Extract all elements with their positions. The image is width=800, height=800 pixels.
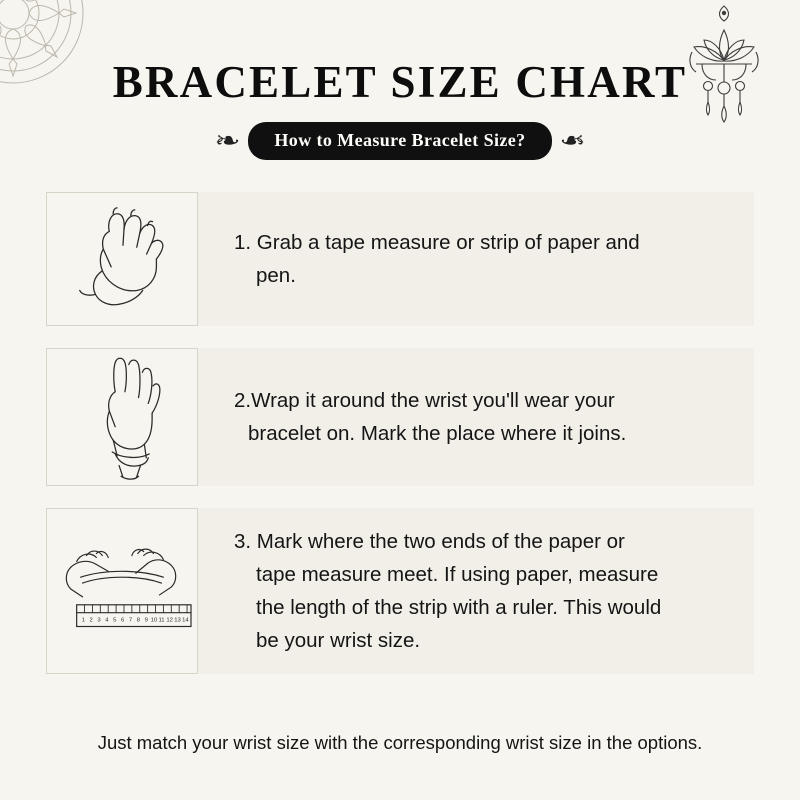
flourish-right-icon: ❧ [558,127,586,155]
step-1-figure [46,192,198,326]
svg-text:9: 9 [144,617,148,624]
svg-text:3: 3 [97,617,101,624]
svg-text:1: 1 [81,617,85,624]
svg-text:11: 11 [158,617,165,624]
hand-wrapping-wrist-icon [58,349,186,485]
hands-measuring-with-ruler-icon [47,522,197,660]
svg-text:12: 12 [166,617,173,624]
step-3-figure [46,508,198,674]
svg-text:13: 13 [174,617,181,624]
page-title: BRACELET SIZE CHART [112,57,688,107]
svg-text:4: 4 [105,617,109,624]
svg-text:10: 10 [150,617,158,624]
svg-text:14: 14 [182,617,189,624]
svg-text:5: 5 [113,617,117,624]
step-3-text: 3. Mark where the two ends of the paper or tape measure meet. If using paper, measure the length of the strip with a ruler. This would be your wrist size. [234,529,662,653]
steps-list [46,192,754,674]
subtitle-row [0,122,800,160]
step-1-text: 1. Grab a tape measure or strip of paper and pen. [234,230,640,287]
list-item [46,348,754,486]
flourish-left-icon: ❧ [214,127,242,155]
footer-note: Just match your wrist size with the corresponding wrist size in the options. [97,732,703,753]
subtitle-pill: How to Measure Bracelet Size? [248,122,551,160]
svg-text:8: 8 [136,617,141,624]
svg-text:2: 2 [89,617,93,624]
svg-text:6: 6 [121,617,125,624]
hand-with-tape-measure-icon [58,200,186,318]
svg-text:7: 7 [128,617,133,624]
list-item [46,508,754,674]
step-2-figure [46,348,198,486]
step-2-text: 2.Wrap it around the wrist you'll wear your bracelet on. Mark the place where it joins. [234,388,627,445]
list-item [46,192,754,326]
